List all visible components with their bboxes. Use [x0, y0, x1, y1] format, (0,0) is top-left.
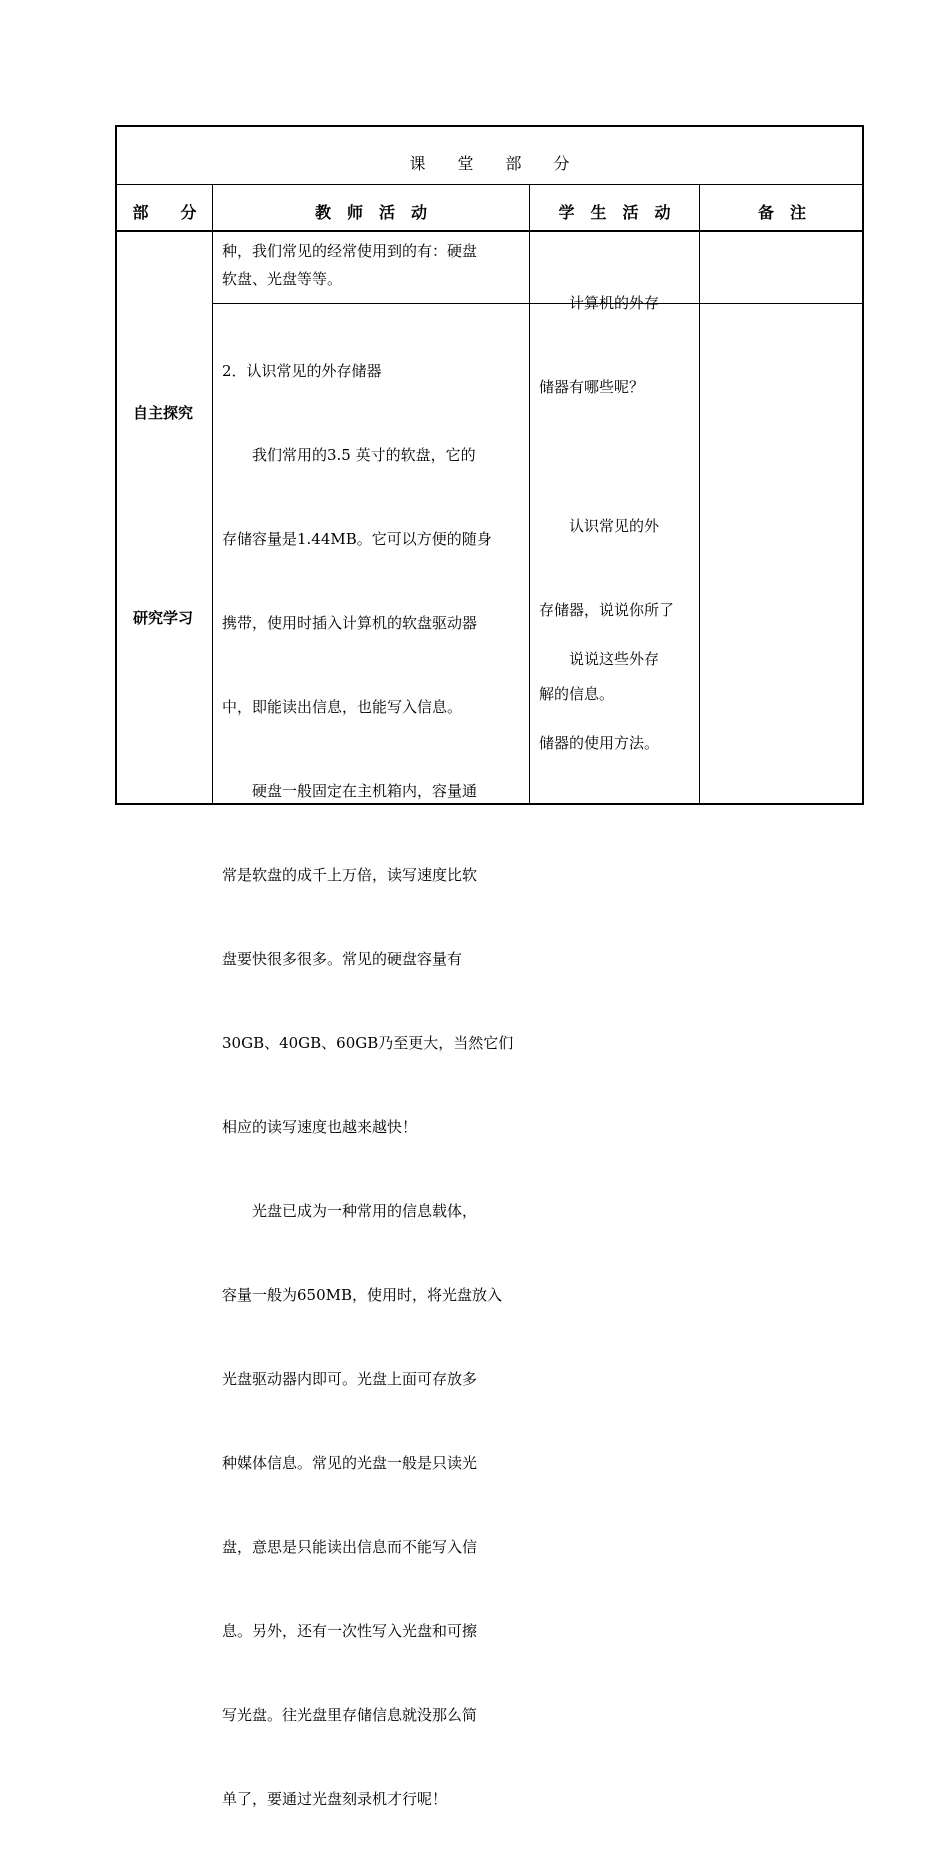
text-line: 种媒体信息。常见的光盘一般是只读光 [222, 1454, 478, 1472]
text-line: 储器的使用方法。 [539, 734, 660, 752]
row2-student-block2 [539, 589, 697, 813]
text-line: 相应的读写速度也越来越快！ [222, 1118, 418, 1136]
header-notes: 备 注 [757, 203, 806, 222]
col-divider-1 [212, 184, 213, 803]
text-line: 计算机的外存 [539, 294, 660, 312]
text-line: 我们常用的3.5 英寸的软盘，它的 [222, 446, 476, 464]
text-line: 存储器，说说你所了 [539, 601, 675, 619]
text-line: 储器有哪些呢？ [539, 378, 645, 396]
text-line: 息。另外，还有一次性写入光盘和可擦 [222, 1622, 478, 1640]
side-label-research: 研究学习 [133, 609, 194, 627]
header-divider [117, 230, 862, 232]
title-divider [117, 184, 862, 185]
text-line: 光盘驱动器内即可。光盘上面可存放多 [222, 1370, 478, 1388]
text-line: 解的信息。 [539, 685, 615, 703]
text-line: 中，即能读出信息，也能写入信息。 [222, 698, 463, 716]
text-line: 光盘已成为一种常用的信息载体， [222, 1202, 478, 1220]
text-line: 认识常见的外 [539, 517, 660, 535]
header-teacher: 教 师 活 动 [314, 203, 427, 222]
row1-student-text [539, 233, 697, 457]
header-student: 学 生 活 动 [558, 203, 671, 222]
text-line: 携带，使用时插入计算机的软盘驱动器 [222, 614, 478, 632]
side-label-self-study: 自主探究 [133, 404, 194, 422]
text-line: 盘要快很多很多。常见的硬盘容量有 [222, 950, 463, 968]
text-line: 种，我们常见的经常使用到的有：硬盘 [222, 242, 478, 260]
text-line: 盘，意思是只能读出信息而不能写入信 [222, 1538, 478, 1556]
text-line: 硬盘一般固定在主机箱内，容量通 [222, 782, 478, 800]
text-line: 30GB、40GB、60GB乃至更大，当然它们 [222, 1034, 514, 1052]
text-line: 2．认识常见的外存储器 [222, 362, 382, 380]
col-divider-2 [529, 184, 530, 803]
row2-teacher-text [222, 301, 527, 1869]
header-part: 部 分 [132, 203, 197, 222]
text-line: 软盘、光盘等等。 [222, 270, 343, 288]
text-line: 容量一般为650MB，使用时，将光盘放入 [222, 1286, 503, 1304]
text-line: 存储容量是1.44MB。它可以方便的随身 [222, 530, 492, 548]
table-title: 课 堂 部 分 [409, 154, 570, 173]
text-line: 写光盘。往光盘里存储信息就没那么简 [222, 1706, 478, 1724]
text-line: 常是软盘的成千上万倍，读写速度比软 [222, 866, 478, 884]
lesson-table [115, 125, 864, 1808]
col-divider-3 [699, 184, 700, 803]
text-line: 说说这些外存 [539, 650, 660, 668]
row1-teacher-text [222, 237, 527, 293]
text-line: 单了，要通过光盘刻录机才行呢！ [222, 1790, 448, 1808]
